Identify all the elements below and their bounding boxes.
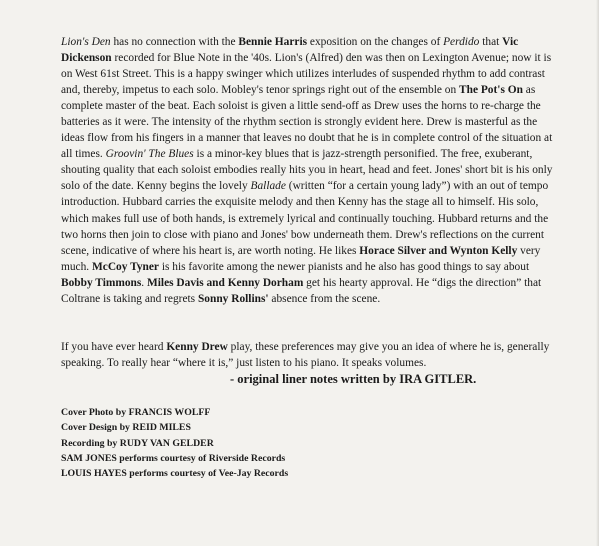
name-vic-dickenson: Vic Dickenson [61,36,519,65]
text-run: recorded for Blue Note in the '40s. Lion's (Alfred) den was then on Lexington Avenue; now it is on West 61st Street. This is a happy swinger which utilizes interludes of suspended rhythm to add contrast and, thereby, impetus to each solo. Mobley's tenor springs right out of the ensemble on [61,52,552,97]
text-run: play, these preferences may give you an idea of where he is, generally speaking. To really hear “where it is,” just listen to his piano. It speaks volumes. [61,341,550,370]
text-run: (written “for a certain young lady”) with an out of tempo introduction. Hubbard carries the exquisite melody and then Kenny has the stage all to himself. His solo, which makes full use of both hands, is extremely lyrical and continually touching. Hubbard returns and the two horns then join to close with piano and Jones' bow underneath them. Drew's reflections on the current scene, indicative of where his heart is, are worth noting. He likes [61,180,549,257]
name-sonny-rollins: Sonny Rollins' [197,292,269,305]
credit-cover-design: Cover Design by REID MILES [61,422,191,434]
name-bobby-timmons: Bobby Timmons [61,276,142,289]
text-run: absence from the scene. [268,292,381,305]
text-run: that [479,36,503,48]
liner-notes-paragraph-2 [61,339,561,371]
title-perdido: Perdido [443,36,480,48]
credit-recording: Recording by RUDY VAN GELDER [61,437,214,449]
liner-notes-signature: - original liner notes written by IRA GITLER. [230,372,477,386]
title-groovin-the-blues: Groovin' The Blues [105,148,194,161]
text-run: If you have ever heard [61,341,167,353]
title-the-pots-on: The Pot's On [459,84,523,97]
title-ballade: Ballade [250,180,286,193]
text-run: is his favorite among the newer pianists and he also has good things to say about [158,260,530,273]
credits-block [61,405,288,481]
text-run: . [141,276,147,289]
text-run: as complete master of the beat. Each soloist is given a little send-off as Drew uses the horns to re-charge the batteries as it were. The intensity of the rhythm section is strongly evident here. Drew is masterful as the ideas flow from his fingers in a manner that leaves no doubt that he is in complete control of the situation at all times. [61,84,553,161]
credit-cover-photo: Cover Photo by FRANCIS WOLFF [61,407,211,418]
credit-louis-hayes: LOUIS HAYES performs courtesy of Vee-Jay Records [61,468,289,480]
name-horace-silver-wynton-kelly: Horace Silver and Wynton Kelly [359,244,518,257]
text-run: exposition on the changes of [307,36,444,48]
credit-sam-jones: SAM JONES performs courtesy of Riverside Records [61,452,286,464]
liner-notes-paragraph-1 [61,34,561,307]
name-bennie-harris: Bennie Harris [238,36,308,48]
name-kenny-drew: Kenny Drew [166,341,228,353]
text-run: very much. [61,244,541,273]
name-mccoy-tyner: McCoy Tyner [92,260,159,273]
text-run: is a minor-key blues that is jazz-strength personified. The free, exuberant, shouting quality that each soloist embodies really hits you in heart, head and feet. Jones' short bit is his only solo of the date. Kenny begins the lovely [61,148,553,193]
text-run: has no connection with the [110,36,239,48]
title-lions-den: Lion's Den [61,36,111,48]
name-miles-davis-kenny-dorham: Miles Davis and Kenny Dorham [147,276,304,289]
text-run: get his hearty approval. He “digs the direction” that Coltrane is taking and regrets [61,276,542,305]
